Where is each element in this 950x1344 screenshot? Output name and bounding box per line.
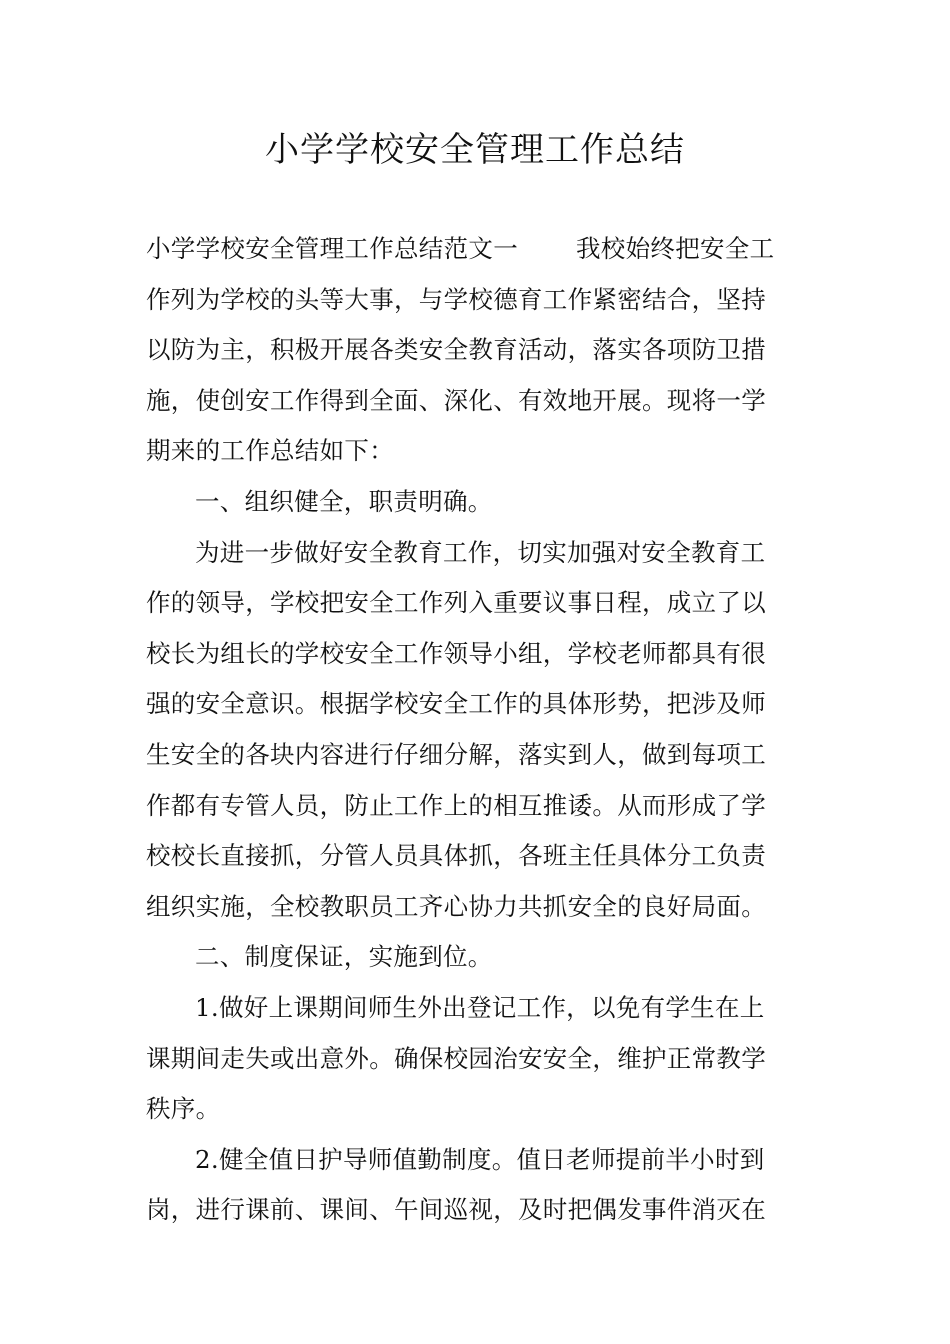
text-line: 2.健全值日护导师值勤制度。值日老师提前半小时到 [195, 1144, 765, 1174]
text-line: 作的领导，学校把安全工作列入重要议事日程，成立了以 [146, 588, 766, 618]
section-heading: 一、组织健全，职责明确。 [195, 486, 493, 516]
text-line: 施，使创安工作得到全面、深化、有效地开展。现将一学 [146, 385, 766, 415]
document-body [146, 224, 806, 1236]
text-line: 校长为组长的学校安全工作领导小组，学校老师都具有很 [146, 638, 766, 668]
text-line: 期来的工作总结如下： [146, 436, 394, 466]
text-line: 作都有专管人员，防止工作上的相互推诿。从而形成了学 [146, 790, 766, 820]
text-line: 课期间走失或出意外。确保校园治安安全，维护正常教学 [146, 1043, 766, 1073]
text-line: 秩序。 [146, 1094, 221, 1124]
text-line [146, 224, 806, 275]
document-title: 小学学校安全管理工作总结 [265, 130, 685, 170]
text-line: 以防为主，积极开展各类安全教育活动，落实各项防卫措 [146, 335, 766, 365]
text-line: 生安全的各块内容进行仔细分解，落实到人，做到每项工 [146, 739, 766, 769]
text-line: 岗，进行课前、课间、午间巡视，及时把偶发事件消灭在 [146, 1195, 766, 1225]
text-segment: 小学学校安全管理工作总结范文一 [146, 234, 518, 263]
text-line: 校校长直接抓，分管人员具体抓，各班主任具体分工负责 [146, 841, 766, 871]
text-line: 为进一步做好安全教育工作，切实加强对安全教育工 [195, 537, 766, 567]
text-line: 强的安全意识。根据学校安全工作的具体形势，把涉及师 [146, 689, 766, 719]
text-line: 1.做好上课期间师生外出登记工作，以免有学生在上 [195, 992, 765, 1022]
text-line: 作列为学校的头等大事，与学校德育工作紧密结合，坚持 [146, 284, 766, 314]
text-segment: 我校始终把安全工 [576, 234, 775, 263]
section-heading: 二、制度保证，实施到位。 [195, 942, 493, 972]
text-line: 组织实施，全校教职员工齐心协力共抓安全的良好局面。 [146, 891, 766, 921]
